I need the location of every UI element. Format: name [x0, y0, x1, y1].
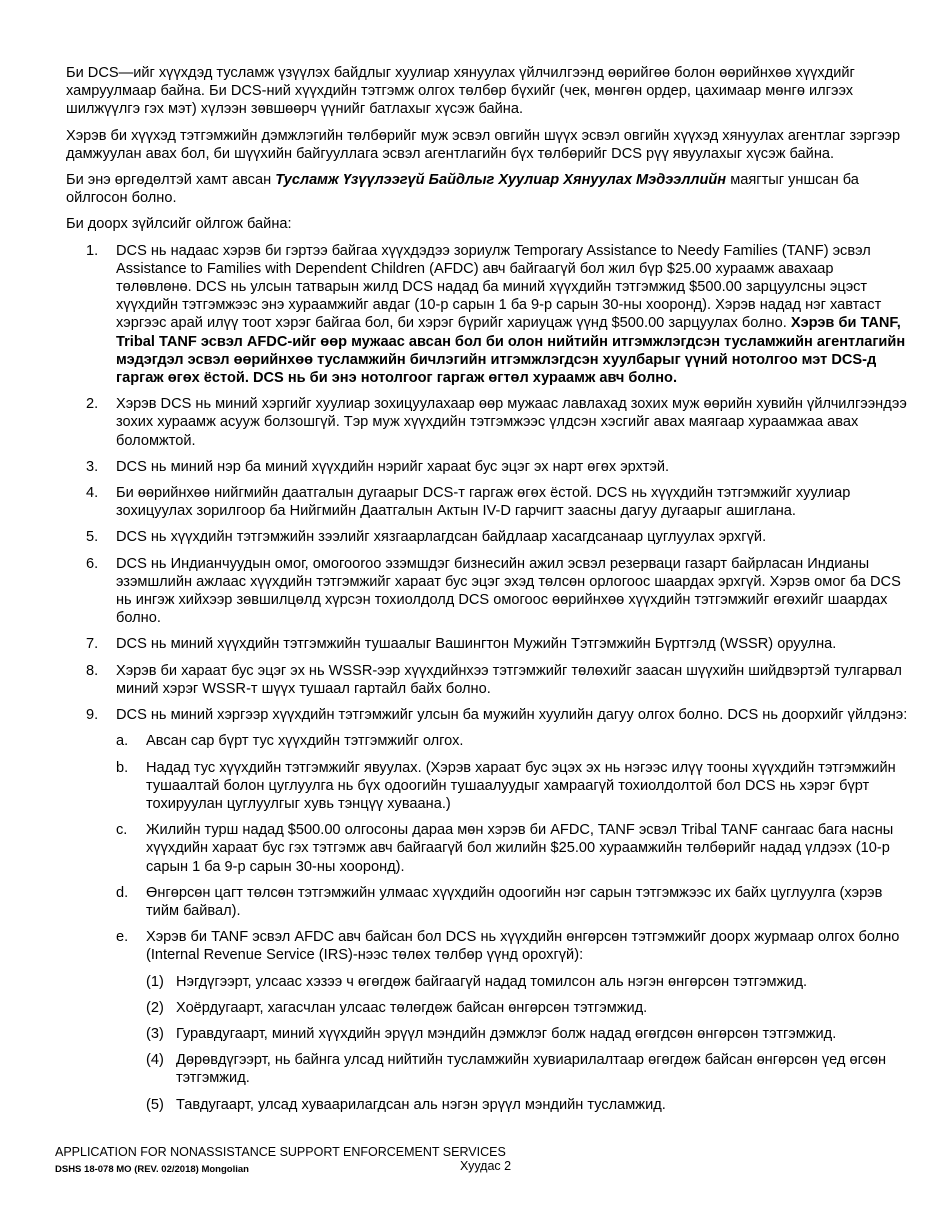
- sublist-item-text: Хэрэв би TANF эсвэл AFDC авч байсан бол DCS нь хүүхдийн өнгөрсөн тэтгэмжийг доорх журмаар олгох болно (Internal Revenue Service (IRS)-нээс төлөх төлбөр үүнд орохгүй):: [146, 929, 900, 964]
- subsublist-item: [66, 973, 912, 991]
- sublist-item: [66, 759, 912, 814]
- sublist-item-letter: c.: [116, 822, 128, 839]
- sublist-item-text: Жилийн турш надад $500.00 олгосоны дараа мөн хэрэв би AFDC, TANF эсвэл Tribal TANF сангаас бага насны хүүхдийн хараат бус гэх тэтгэмж авч байгаагүй бол жилийн $25.00 хураамжийн төлбөрийг надад үлдээх (10-р сарын 1 ба 9-р сарын 30-ны хооронд).: [146, 822, 894, 875]
- sublist-item: [66, 821, 912, 876]
- subsublist-item-number: (3): [146, 1025, 164, 1042]
- list-item: [66, 706, 912, 724]
- subsublist-item-number: (2): [146, 999, 164, 1016]
- intro-p3-post: маягтыг уншсан ба ойлгосон болно.: [66, 172, 859, 207]
- list-item: [66, 484, 912, 520]
- lettered-sublist: [66, 732, 912, 964]
- list-item-text: Би өөрийнхөө нийгмийн даатгалын дугаарыг DCS-т гаргаж өгөх ёстой. DCS нь хүүхдийн тэтгэмжийг хуулиар зохицуулах зорилгоор ба Нийгмийн Даатгалын Актын IV-D гарчигт заасны дагуу дугаарыг ашиглана.: [116, 485, 851, 520]
- list-item-number: 6.: [86, 555, 99, 572]
- intro-paragraph-2: Хэрэв би хүүхэд тэтгэмжийн дэмжлэгийн төлбөрийг муж эсвэл овгийн шүүх эсвэл овгийн хүүхэд хянуулах агентлаг зэргээр дамжуулан авах бол, би шүүхийн байгууллага эсвэл агентлагийн бүх төлбөрийг DCS рүү явуулахыг хүсэж байна.: [66, 127, 901, 162]
- list-item-number: 9.: [86, 707, 99, 724]
- subsublist-item: [66, 1096, 912, 1114]
- subsublist-item-text: Тавдугаарт, улсад хуваарилагдсан аль нэгэн эрүүл мэндийн тусламжид.: [176, 1096, 666, 1113]
- list-item-text: DCS нь миний хүүхдийн тэтгэмжийн тушаалыг Вашингтон Мужийн Тэтгэмжийн Бүртгэлд (WSSR) оруулна.: [116, 636, 837, 653]
- list-item-number: 7.: [86, 636, 99, 653]
- list-item-text: Хэрэв DCS нь миний хэргийг хуулиар зохицуулахаар өөр мужаас лавлахад зохих муж өөрийн хувийн үйлчилгээндээ зохих хураамж асууж болзошгүй. Тэр муж хүүхдийн тэтгэмжээс үлдсэн хэсгийг авах маягаар хураамжаа авах боломжтой.: [116, 396, 907, 449]
- footer-page-number: Хуудас 2: [460, 1159, 512, 1173]
- list-item-number: 8.: [86, 662, 99, 679]
- list-item-text: DCS нь хүүхдийн тэтгэмжийн зээлийг хязгаарлагдсан байдлаар хасагдсанаар цуглуулах эрхгүй.: [116, 529, 767, 546]
- document-body: [66, 64, 912, 1122]
- sublist-item-letter: e.: [116, 929, 129, 946]
- list-item-number: 4.: [86, 485, 99, 502]
- list-item: [66, 242, 912, 388]
- subsublist-item-number: (1): [146, 973, 164, 990]
- list-item-number: 1.: [86, 242, 99, 259]
- subsublist-item: [66, 1051, 912, 1087]
- sublist-item-letter: d.: [116, 884, 129, 901]
- subsublist-item-text: Нэгдүгээрт, улсаас хэзээ ч өгөгдөж байгаагүй надад томилсон аль нэгэн өнгөрсөн тэтгэмжид.: [176, 973, 808, 990]
- intro-paragraph-3: [66, 171, 912, 207]
- list-item-number: 2.: [86, 396, 99, 413]
- footer-form-code: DSHS 18-078 MO (REV. 02/2018) Mongolian: [55, 1164, 249, 1175]
- intro-p3-pre: Би энэ өргөдөлтэй хамт авсан: [66, 172, 276, 189]
- list-item: [66, 555, 912, 628]
- sublist-item-text: Авсан сар бүрт тус хүүхдийн тэтгэмжийг олгох.: [146, 733, 464, 750]
- intro-paragraph-1: Би DCS—ийг хүүхдэд тусламж үзүүлэх байдлыг хуулиар хянуулах үйлчилгээнд өөрийгөө болон өөрийнхөө хүүхдийг хамруулмаар байна. Би DCS-ний хүүхдийн тэтгэмж олгох төлбөр бүхийг (чек, мөнгөн ордер, цахимаар мөнгө илгээх шилжүүлгэ гэх мэт) хүлээн зөвшөөрч үүнийг батлахыг хүсэж байна.: [66, 65, 855, 118]
- list-item: [66, 395, 912, 450]
- intro-paragraph-4: Би доорх зүйлсийг ойлгож байна:: [66, 216, 292, 233]
- subsublist-item-text: Дөрөвдүгээрт, нь байнга улсад нийтийн тусламжийн хувиарилалтаар өгөгдөж байсан өнгөрсөн үед өгсөн тэтгэмжид.: [176, 1052, 887, 1087]
- numbered-subsublist: [66, 973, 912, 1114]
- subsublist-item: [66, 999, 912, 1017]
- list-item-text: DCS нь миний хэргээр хүүхдийн тэтгэмжийг улсын ба мужийн хуулийн дагуу олгох болно. DCS нь доорхийг үйлдэнэ:: [116, 707, 908, 724]
- subsublist-item-text: Хоёрдугаарт, хагасчлан улсаас төлөгдөж байсан өнгөрсөн тэтгэмжид.: [176, 999, 648, 1016]
- list-item-text: DCS нь миний нэр ба миний хүүхдийн нэрийг харааt бус эцэг эх нарт өгөх эрхтэй.: [116, 458, 670, 475]
- list-item: [66, 458, 912, 476]
- sublist-item: [66, 732, 912, 750]
- list-item: [66, 635, 912, 653]
- intro-p3-bold-title: Тусламж Үзүүлээгүй Байдлыг Хуулиар Хянуулах Мэдээллийн: [275, 172, 727, 189]
- subsublist-item-number: (4): [146, 1052, 164, 1069]
- sublist-item-letter: b.: [116, 759, 129, 776]
- page-footer: [55, 1145, 895, 1177]
- sublist-item: [66, 928, 912, 964]
- sublist-item: [66, 884, 912, 920]
- list-item-text: DCS нь надаас хэрэв би гэртээ байгаа хүүхдэдээ зориулж Temporary Assistance to Needy Families (TANF) эсвэл Assistance to Families with Dependent Children (AFDC) авч байгаагүй бол жил бүр $25.00 хураамж авахаар төлөвлөнө. DCS нь улсын татварын жилд DCS надад ба миний хүүхдийн тэтгэмжид $500.00 зарцуулсны эцэст хүүхдийн тэтгэмжээс энэ хураамжийг авдаг (10-р сарын 1 ба 9-р сарын 30-ны хооронд). Хэрэв надад нэг хавтаст хэргээс арай илүү тоот хэрэг байгаа бол, би хэрэг бүрийг хариуцаж үүнд $500.00 зарцуулах болно.: [116, 242, 882, 332]
- list-item: [66, 662, 912, 698]
- list-item-text: Хэрэв би хараат бус эцэг эх нь WSSR-ээр хүүхдийнхээ тэтгэмжийг төлөхийг заасан шүүхийн шийдвэртэй тулгарвал миний хэрэг WSSR-т шүүх тушаал гартайл байх болно.: [116, 662, 902, 697]
- sublist-item-text: Надад тус хүүхдийн тэтгэмжийг явуулах. (Хэрэв хараат бус эцэх эх нь нэгээс илүү тооны хүүхдийн тэтгэмжийн тушаалтай болон цуглуулга нь бүх одоогийн тушаалуудыг хамраагүй тохиолдолтой бол DCS нь хэрэг бүрт тохируулан цуглуулгыг хувь тэнцүү хуваана.): [146, 759, 896, 812]
- subsublist-item-text: Гуравдугаарт, миний хүүхдийн эрүүл мэндийн дэмжлэг болж надад өгөгдсөн өнгөрсөн тэтгэмжид.: [176, 1025, 837, 1042]
- list-item-number: 3.: [86, 458, 99, 475]
- subsublist-item: [66, 1025, 912, 1043]
- sublist-item-text: Өнгөрсөн цагт төлсөн тэтгэмжийн улмаас хүүхдийн одоогийн нэг сарын тэтгэмжээс их байх цуглуулга (хэрэв тийм байвал).: [146, 884, 883, 919]
- subsublist-item-number: (5): [146, 1096, 164, 1113]
- list-item: [66, 528, 912, 546]
- list-item-number: 5.: [86, 529, 99, 546]
- numbered-list: [66, 242, 912, 725]
- sublist-item-letter: a.: [116, 733, 129, 750]
- list-item-text: DCS нь Индианчуудын омог, омогооroo эзэмшдэг бизнесийн ажил эсвэл резерваци газарт байрласан Индианы эзэмшлийн ажлаас хүүхдийн тэтгэмжийг хараат бус эцэг эхэд төлсөн орлогоос шаардах эрхгүй. Хэрэв омог ба DCS нь ингэж хийхээр зөвшилцөлд хүрсэн тохиолдолд DCS омогоос өөрийнхөө хүүхдийн тэтгэмжийг өгөхийг шаардах болно.: [116, 555, 901, 627]
- footer-form-title: APPLICATION FOR NONASSISTANCE SUPPORT ENFORCEMENT SERVICES: [55, 1145, 506, 1159]
- list-item-bold-text: Хэрэв би TANF, Tribal TANF эсвэл AFDC-ийг өөр мужаас авсан бол би олон нийтийн итгэмжлэгдсэн тусламжийн агентлагийн мэдэгдэл эсвэл өөрийнхөө тусламжийн бичлэгийн итгэмжлэгдсэн хуулбарыг үүний нотолгоо мэт DCS-д гаргаж өгөх ёстой. DCS нь би энэ нотолгоог гаргаж өгтөл хураамж авч болно.: [116, 315, 906, 387]
